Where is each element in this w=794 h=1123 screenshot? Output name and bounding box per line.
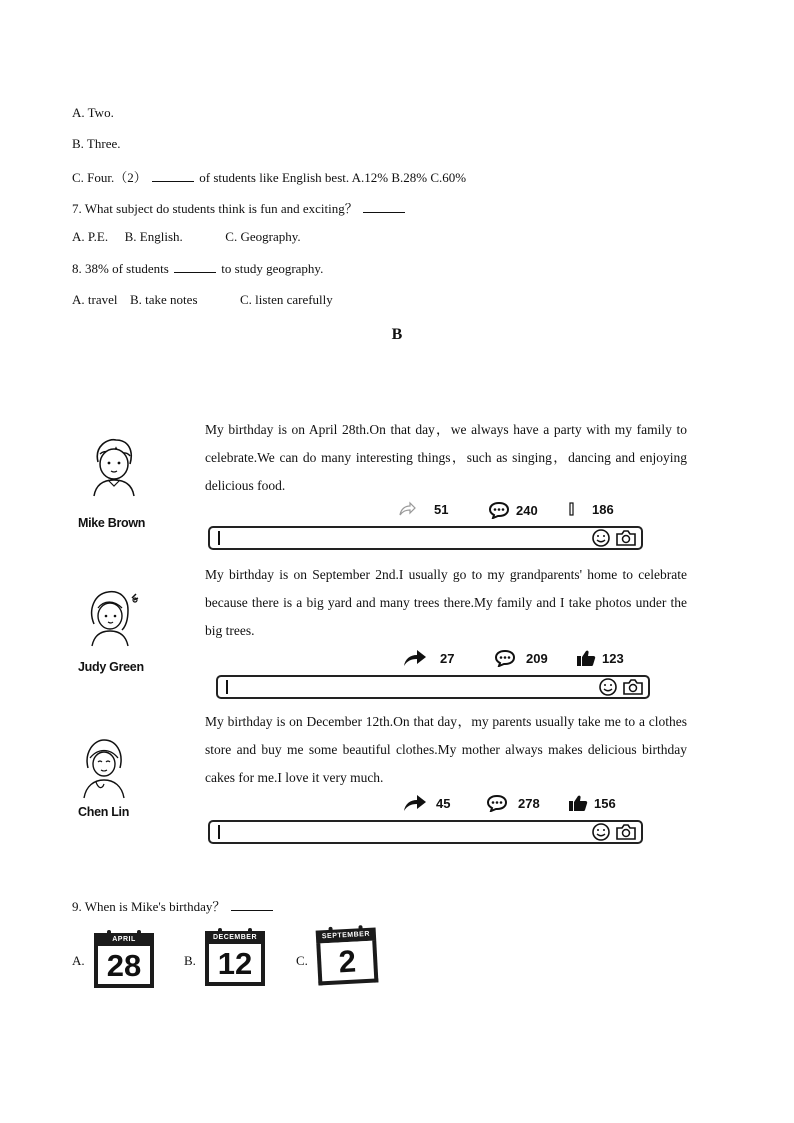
share-count: 45 xyxy=(436,795,451,811)
input-icons xyxy=(598,677,644,697)
post-text: My birthday is on December 12th.On that day，my parents usually take me to a clothes store and buy me some beautiful clothes.My mother always makes delicious birthday cakes for me.I love it very much. xyxy=(205,714,687,785)
emoji-icon[interactable] xyxy=(591,822,611,842)
like-count: 156 xyxy=(594,795,616,811)
text-cursor xyxy=(218,825,220,839)
comment-count: 209 xyxy=(526,650,548,666)
emoji-icon[interactable] xyxy=(591,528,611,548)
text-cursor xyxy=(226,680,228,694)
q6-option-c: C. Four.（2） xyxy=(72,170,147,185)
share-icon xyxy=(402,794,428,812)
comment-count: 278 xyxy=(518,795,540,811)
avatar-judy-green xyxy=(84,586,146,648)
share-count: 51 xyxy=(434,501,449,517)
q9-line xyxy=(72,896,275,915)
q7-option-b: B. English. xyxy=(124,229,183,244)
thumbs-up-icon xyxy=(576,649,596,667)
calendar-day: 2 xyxy=(316,940,378,985)
avatar-mike-brown xyxy=(86,436,142,498)
post-stats xyxy=(402,794,642,814)
input-icons xyxy=(591,528,637,548)
q9-option-a-label: A. xyxy=(72,953,85,968)
comment-stat[interactable] xyxy=(486,794,540,812)
share-stat[interactable] xyxy=(398,501,448,517)
calendar-month: APRIL xyxy=(94,933,154,946)
q6-part2-text: of students like English best. A.12% B.28% C.60% xyxy=(199,170,467,185)
text-cursor xyxy=(218,531,220,545)
q9-option-b-label: B. xyxy=(184,953,196,968)
like-icon xyxy=(568,501,578,517)
post-author-name: Mike Brown xyxy=(78,516,146,530)
answer-blank[interactable] xyxy=(363,211,405,213)
q8-line xyxy=(72,261,323,277)
q8-option-a: A. travel xyxy=(72,292,118,307)
share-count: 27 xyxy=(440,650,455,666)
camera-icon[interactable] xyxy=(615,529,637,547)
share-stat[interactable] xyxy=(402,794,450,812)
calendar-september-2[interactable] xyxy=(312,924,381,987)
camera-icon[interactable] xyxy=(615,823,637,841)
q7-text: 7. What subject do students think is fun and exciting？ xyxy=(72,201,358,216)
share-stat[interactable] xyxy=(402,649,454,667)
post-author-name: Judy Green xyxy=(78,660,144,674)
q9-option-c-label: C. xyxy=(296,953,308,968)
comment-input[interactable] xyxy=(208,820,643,844)
avatar-chen-lin xyxy=(80,738,128,800)
q6-option-a: A. Two. xyxy=(72,105,114,120)
q8-suffix: to study geography. xyxy=(221,261,324,276)
post-text: My birthday is on September 2nd.I usually go to my grandparents' home to celebrate because there is a big yard and many trees there.My family and I take photos under the big trees. xyxy=(205,567,687,638)
comment-icon xyxy=(486,794,508,812)
comment-stat[interactable] xyxy=(488,501,538,519)
answer-blank[interactable] xyxy=(231,909,273,911)
thumbs-up-icon xyxy=(568,794,588,812)
post-stats xyxy=(398,501,638,521)
q8-options xyxy=(72,292,333,308)
comment-icon xyxy=(488,501,510,519)
comment-stat[interactable] xyxy=(494,649,548,667)
comment-input[interactable] xyxy=(208,526,643,550)
comment-count: 240 xyxy=(516,502,538,518)
emoji-icon[interactable] xyxy=(598,677,618,697)
calendar-day: 28 xyxy=(94,946,154,988)
like-stat[interactable] xyxy=(568,501,614,517)
calendar-december-12[interactable] xyxy=(202,928,268,988)
q8-prefix: 8. 38% of students xyxy=(72,261,169,276)
like-count: 186 xyxy=(592,501,614,517)
post-text: My birthday is on April 28th.On that day，we always have a party with my family to celebrate.We can do many interesting things，such as singing，dancing and enjoying delicious food. xyxy=(205,422,687,493)
share-icon xyxy=(398,501,416,517)
q6-option-b: B. Three. xyxy=(72,136,121,151)
calendar-month: SEPTEMBER xyxy=(316,927,377,943)
q7-option-c: C. Geography. xyxy=(225,229,301,244)
comment-icon xyxy=(494,649,516,667)
q7-line xyxy=(72,198,407,217)
q8-option-b: B. take notes xyxy=(129,292,198,307)
calendar-day: 12 xyxy=(205,944,265,986)
q7-options xyxy=(72,229,301,245)
calendar-month: DECEMBER xyxy=(205,931,265,944)
answer-blank[interactable] xyxy=(152,180,194,182)
like-stat[interactable] xyxy=(568,794,616,812)
comment-input[interactable] xyxy=(216,675,650,699)
camera-icon[interactable] xyxy=(622,678,644,696)
q6-option-c-line xyxy=(72,167,466,186)
like-count: 123 xyxy=(602,650,624,666)
post-author-name: Chen Lin xyxy=(78,805,130,819)
post-stats xyxy=(402,649,642,669)
share-icon xyxy=(402,649,428,667)
q9-text: 9. When is Mike's birthday？ xyxy=(72,899,226,914)
q8-option-c: C. listen carefully xyxy=(240,292,333,307)
answer-blank[interactable] xyxy=(174,271,216,273)
input-icons xyxy=(591,822,637,842)
q7-option-a: A. P.E. xyxy=(72,229,109,244)
calendar-april-28[interactable] xyxy=(91,930,157,990)
like-stat[interactable] xyxy=(576,649,624,667)
section-title: B xyxy=(391,326,403,343)
